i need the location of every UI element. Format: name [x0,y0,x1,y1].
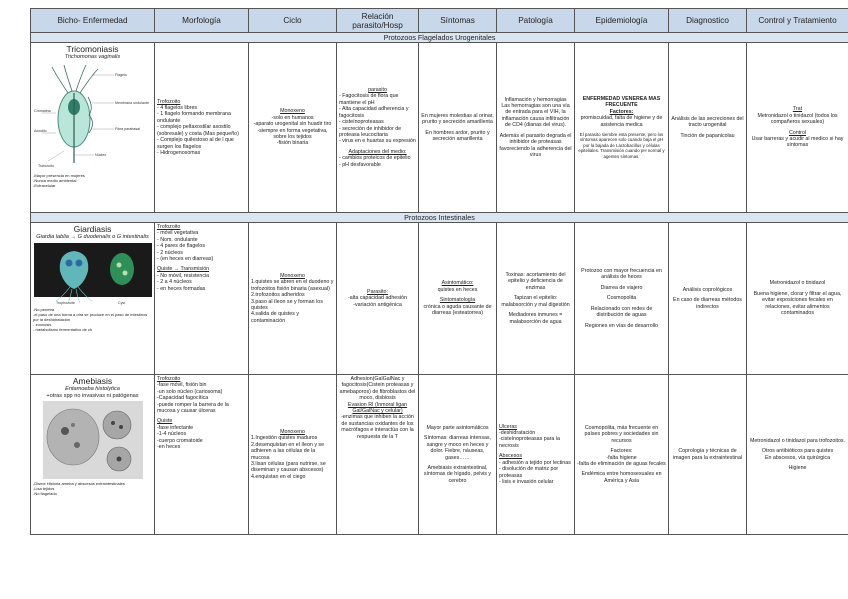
text-line: -enzimas que inhiben la acción de sustancias oxidantes de los macrófagos e interactúa con la respuesta de la T [341,414,414,440]
text-line: - secreción de inhibidor de proteasa leucocitaria [339,125,402,138]
organism-scientific-name: Giardia lablia → G duodenalis o G intestinalis [36,234,149,240]
cell-amebiasis-name [31,375,155,535]
tricomoniasis-note-2: -Nunca medio ambiental [33,177,77,183]
text-line: Parasito: [367,288,388,295]
text-line: Asintomático: [441,280,474,287]
text-line: Monoxeno [280,108,305,115]
text-line: -falta higiene [606,454,637,461]
text-line: -Capacidad fagocítica [157,395,209,402]
text-line: Metronidazol o tinidazol [769,280,826,287]
amebiasis-note-2: -Lisa tejidos [33,486,55,491]
text-line: En caso de diarreas métodos indirectos [673,297,742,310]
text-line: - 2 a 4 núcleos [157,279,192,286]
text-line: Relacionado con redes de distribución de aguas [590,305,653,319]
text-line: Metronidazol o tinidazol (todos los compañeros sexuales) [757,112,838,126]
label-fibra: Fibra parabasal [114,126,140,131]
text-line: Análisis coprológicos [682,286,733,293]
header-row [31,9,848,33]
organism-scientific-name: Entamoeba histolytica [65,386,120,392]
text-line: parasito [368,87,387,94]
cell-tricomoniasis-ciclo [249,43,337,213]
giardia-illustration [34,243,152,305]
entamoeba-illustration [43,401,143,479]
text-line: -alta capacidad adhesión [348,295,407,302]
text-line: Sintomatología [439,297,476,304]
text-line: El parasito siembre esta presente, pero los síntomas aparecen solo cuando baja el pH por la bajada de Lactobacillus y células epiteliales. Transmisión cuando pH normal y agentes síntomas. [578,132,665,159]
text-line: - cisteínoproteasas [339,119,384,126]
text-line: Trofozoito [157,376,181,382]
cell-tricomoniasis-epidemiologia [575,43,669,213]
text-line: -puede romper la barrera de la mucosa y causar úlceras [157,401,229,415]
text-line: Adhesion(GalGalNac y fagocitosis(Cistein proteasas y amebaporos) de fibroblastos del moco, disbiosis [339,376,416,402]
text-line: Usar barreras y acudir al medico si hay síntomas [751,135,844,149]
section-flagelados: Protozoos Flagelados Urogenitales [31,33,848,43]
giardiasis-note-2: -el paso de una forma a otra se produce en el paso de intestinos por la deshidratación [33,311,148,322]
text-line: Mediadores inmunes = malabsorción de agua [508,312,563,325]
text-line: En hombres ardor, prurito y secreción amarillenta [425,129,490,142]
text-line: - Fagocitosis de flora que mantiene el pH [339,93,399,106]
label-flagelo: Flagelo [114,72,127,77]
text-line: Análisis de las secreciones del tracto urogenital [671,115,744,129]
text-line: -fase móvil, fisión bin [157,382,207,389]
text-line: Regiones en vías de desarrollo [584,322,659,329]
section-intestinales: Protozoos Intestinales [31,213,848,223]
header-relacion: Relación parasito/Hosp [337,9,419,33]
text-line: -cuerpo cromatoide [157,437,203,444]
cell-amebiasis-epidemiologia [575,375,669,535]
text-line: - lisis e invasión celular [499,478,554,485]
text-line: Inflamación y hemorragias [504,96,567,103]
text-line: - disolución de matriz por proteasas [499,466,559,479]
text-line: Monoxeno [280,428,305,435]
tricomoniasis-note-3: -Extracelular [33,182,56,188]
cell-giardiasis-control [747,223,848,375]
cell-tricomoniasis-sintomas [419,43,497,213]
text-line: Las hemorragias son una vía de entrada para el VIH, la inflamación causa infiltración de CD4 (dianas del virus). [501,103,570,129]
text-line: -un solo núcleo (cariosoma) [157,388,223,395]
text-line: Metronidazol o tinidazol para trofozoitos. [749,437,846,444]
text-line: - (en heces en diarreas) [157,256,214,263]
header-control: Control y Tratamiento [747,9,848,33]
parasite-summary-table [30,8,848,535]
text-line: 1.Ingestión quistes maduros [251,435,318,442]
text-line: Síntomas: diarreas intensas, sangre y moco en heces y dolor. Fiebre, náuseas, gases…… [423,435,492,461]
text-line: -fase infectante [157,424,194,431]
text-line: Trofozoito [157,98,181,105]
cell-tricomoniasis-patologia [497,43,575,213]
text-line: 4.salida de quistes y contaminación [251,311,299,324]
label-cromatina: Cromatina [33,108,51,113]
text-line: -falta de eliminación de aguas fecales [577,460,666,467]
text-line: Abscesos [499,453,522,460]
text-line: -deshidratación [499,430,536,437]
giardiasis-note-1: -No penetra [33,306,55,312]
text-line: quistes en heces [437,286,478,293]
text-line: - 2 núcleos [157,249,183,256]
text-line: - 4 pares de flagelos [157,243,205,250]
cell-tricomoniasis-name [31,43,155,213]
amebiasis-note-3: -No flagelado [33,491,57,496]
text-line: - 4 flagelos libres [157,105,198,112]
text-line: -siempre en forma vegetativa, sobre los tejidos [257,127,328,140]
text-line: 3.paso al íleon se y forman los quistes [251,298,323,311]
text-line: -variación antigénica [353,301,402,308]
label-membrana: Membrana ondulante [114,100,149,105]
trichomonas-illustration [34,63,152,171]
text-line: -en heces [157,444,181,451]
header-sintomas: Síntomas [419,9,497,33]
text-line: Tapizan el epitelio: malabsorción y mal digestión [501,295,570,308]
cell-amebiasis-relacion [337,375,419,535]
text-line: - virus en e huartas su expresión [339,138,416,145]
text-line: 2.trofozoitos adheridos [251,292,305,299]
header-bicho: Bicho- Enfermedad [31,9,155,33]
amebiasis-note-1: -Disme Historia ameba y abscesos extraintestinales [33,481,125,486]
cell-tricomoniasis-morfologia [155,43,249,213]
text-line: 1.quistes se abren en el duodeno y trofozoitos fisión binaria (asexual) [251,279,334,292]
label-trophozoite: Trophozoite [55,300,75,305]
text-line: Cosmopolita [606,295,637,302]
text-line: Factores: [610,448,633,455]
text-line: Otros antibióticos para quistes [761,448,834,455]
text-line: Cosmopolita, más frecuente en países pobres y sociedades sin recursos [584,424,659,444]
text-line: Evasion RI (Inmoral ligan Gal/GalNac y celular) [347,401,408,415]
text-line: - 1 flagelo formando membrana ondulante [157,111,231,124]
header-diagnostico: Diagnostico [669,9,747,33]
cell-amebiasis-morfologia [155,375,249,535]
cell-giardiasis-morfologia [155,223,249,375]
header-ciclo: Ciclo [249,9,337,33]
cell-amebiasis-ciclo [249,375,337,535]
cell-giardiasis-epidemiologia [575,223,669,375]
text-line: Control [788,129,807,136]
text-line: Endémica entre homosexuales en América y Asia [581,471,662,484]
organism-note: +otras spp no invasivas ni patógenas [46,392,139,399]
header-patologia: Patología [497,9,575,33]
row-giardiasis [31,223,848,375]
cell-amebiasis-patologia [497,375,575,535]
cell-amebiasis-control [747,375,848,535]
text-line: - móvil vegetativa [157,230,199,237]
label-axostilo: Axostilo [33,128,47,133]
organism-title: Tricomoniasis [66,44,119,54]
text-line: Además el parasito degrada el inhibidor de proteasas favoreciendo la adherencia del virus [499,132,572,158]
cell-tricomoniasis-diagnostico [669,43,747,213]
label-trofozoito: Trofozoito [37,163,54,168]
text-line: 3.lisan células (para nutrirse, se diseminan y causan abscesos) [251,460,326,474]
organism-title: Giardiasis [73,224,112,234]
cell-tricomoniasis-relacion [337,43,419,213]
text-line: En abscesos, vía quirúrgica [764,454,831,461]
text-line: Monoxeno [280,272,305,279]
text-line: En mujeres molestias al orinar, prurito y secreción amarillenta [421,112,494,126]
label-cyst: Cyst [117,300,125,305]
cell-amebiasis-diagnostico [669,375,747,535]
text-line: - Hidrogenosomas [157,149,201,156]
cell-giardiasis-relacion [337,223,419,375]
cell-amebiasis-sintomas [419,375,497,535]
giardiasis-note-3: - zoonosis [33,321,52,327]
text-line: Protozoo con mayor frecuencia en análisis de heces [581,268,662,281]
text-line: 4.enquistan en el ciego [251,473,306,480]
text-line: - No móvil, resistencia [157,272,210,279]
cell-giardiasis-patologia [497,223,575,375]
tricomoniasis-note-1: -Mayor presencia en mujeres [33,172,85,178]
text-line: - Alta capacidad adherencia y fagocitosis [339,106,409,119]
cell-giardiasis-name [31,223,155,375]
text-line: -cisteínoproteasas para la necrosis [499,436,560,449]
text-line: - pH desfavorable [339,161,381,168]
text-line: - Complejo quilestoso al de l que surgen los flagelos [157,137,234,150]
text-line: Diarrea de viajero [600,284,643,291]
text-line: - Nom. ondulante [157,236,198,243]
organism-title: Amebiasis [72,376,113,386]
text-line: -1-4 núcleos [157,431,187,438]
organism-scientific-name: Trichomonas vaginalis [64,54,121,60]
cell-tricomoniasis-control [747,43,848,213]
cell-giardiasis-sintomas [419,223,497,375]
text-line: ENFERMEDAD VENEREA MAS FRECUENTE [582,95,661,109]
text-line: Ulceras [499,423,517,430]
label-nucleo: Núcleo [94,152,106,157]
text-line: 2.desenquistan en el íleon y se adhieren a las células de la mucosa [251,441,325,461]
text-line: Tinción de papanicolau [680,132,735,139]
row-tricomoniasis [31,43,848,213]
header-epidemiologia: Epidemiología [575,9,669,33]
text-line: crónica o aguda causante de diarreas (esteatorrea) [423,303,492,317]
text-line: -fisión binaria [276,140,309,147]
row-amebiasis [31,375,848,535]
giardiasis-note-4: - metabolismo fermentativo de ch [33,326,93,332]
text-line: - en heces formadas [157,285,206,292]
text-line: Trofozoito [157,224,181,230]
text-line: - complejo peltaxostilar axostilo (sobresale) y costa (Mas pequeño) [157,124,239,137]
cell-giardiasis-diagnostico [669,223,747,375]
text-line: Mayor parte asintomáticos [426,424,489,431]
text-line: -solo en humanos [271,114,314,121]
text-line: Higiene [788,464,807,471]
text-line: Factores: [609,108,634,115]
text-line: promiscuidad, falta de higiene y de asistencia medica [580,115,663,128]
text-line: - cambios proteicos de epitelio [339,155,411,162]
text-line: Toxinas: acortamiento del epitelio y deficiencia de enzimas [505,272,566,291]
text-line: Buena higiene, clorar y filtrar el agua, evitar exposiciones fecales en relaciones, evitar alimentos contaminados [753,290,842,317]
text-line: -aparato urogenital sin huadir tiro [253,121,332,128]
header-morfologia: Morfología [155,9,249,33]
text-line: Amebiasis extraintestinal, síntomas de hígado, pelvis y cerebro [423,464,492,484]
text-line: Quiste → Transmisión [157,266,210,273]
text-line: Trat [792,106,803,113]
cell-giardiasis-ciclo [249,223,337,375]
text-line: Adaptaciones del medio: [348,148,407,155]
text-line: - adhesión a tejido por lectinas [499,459,571,466]
text-line: Quiste [157,418,173,425]
text-line: Coprología y técnicas de imagen para la extraintestinal [672,448,743,461]
